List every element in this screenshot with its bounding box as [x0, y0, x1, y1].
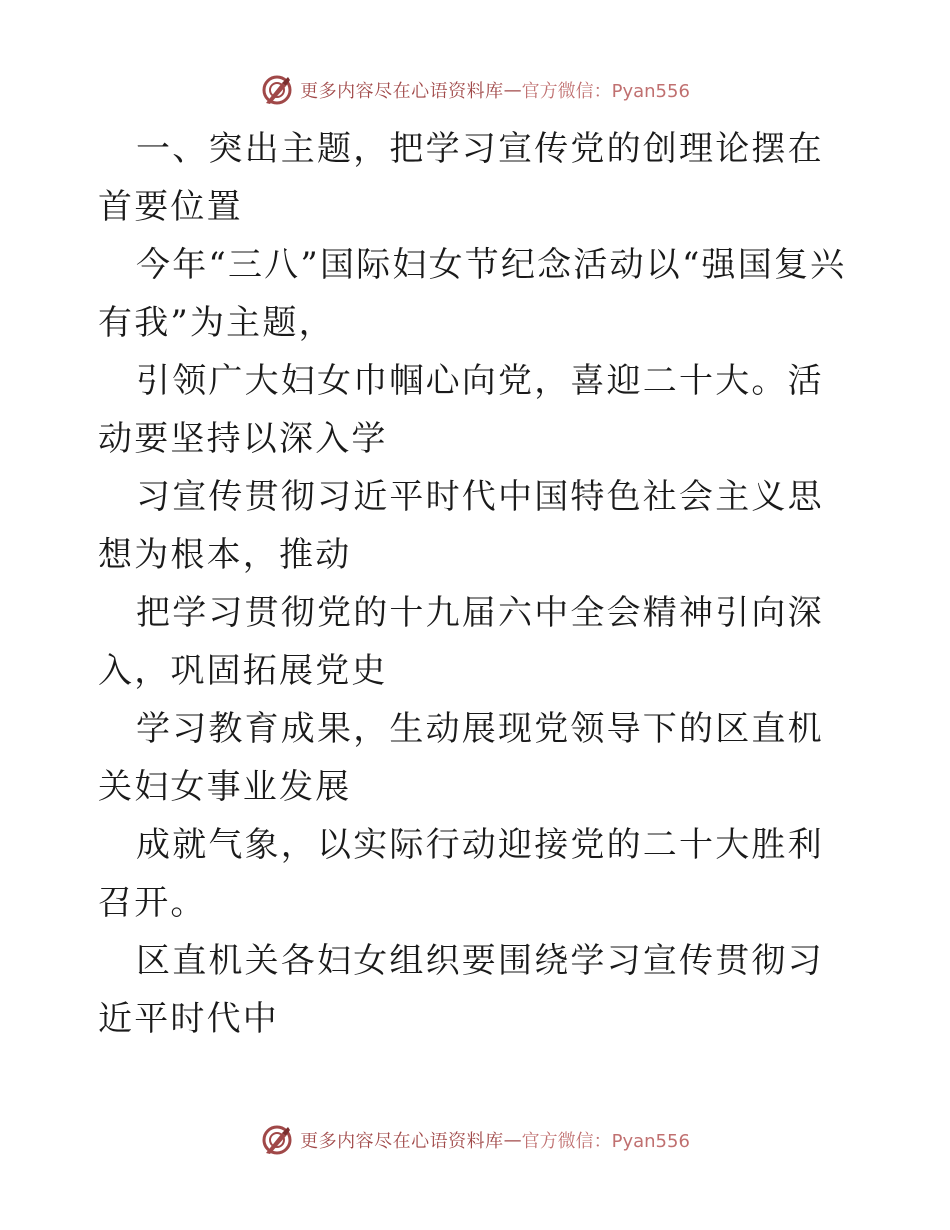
banner-text: 更多内容尽在心语资料库	[300, 81, 504, 102]
section-heading: 一、突出主题，把学习宣传党的创理论摆在首要位置	[98, 129, 824, 227]
paragraph: 学习教育成果，生动展现党领导下的区直机关妇女事业发展	[98, 709, 824, 807]
paragraph: 区直机关各妇女组织要围绕学习宣传贯彻习近平时代中	[98, 941, 824, 1039]
pen-logo-icon	[260, 1123, 294, 1157]
banner-contact: 官方微信：Pyan556	[521, 1131, 690, 1152]
paragraph: 成就气象，以实际行动迎接党的二十大胜利召开。	[98, 825, 824, 923]
paragraph: 今年“三八”国际妇女节纪念活动以“强国复兴有我”为主题，	[98, 245, 847, 343]
paragraph: 引领广大妇女巾帼心向党，喜迎二十大。活动要坚持以深入学	[98, 361, 824, 459]
document-body	[98, 120, 854, 1048]
paragraph: 把学习贯彻党的十九届六中全会精神引向深入，巩固拓展党史	[98, 593, 824, 691]
paragraph: 习宣传贯彻习近平时代中国特色社会主义思想为根本，推动	[98, 477, 824, 575]
pen-logo-icon	[260, 73, 294, 107]
header-watermark	[0, 70, 950, 110]
banner-text: 更多内容尽在心语资料库	[300, 1131, 504, 1152]
banner-separator: —	[503, 1129, 522, 1151]
banner-separator: —	[503, 79, 522, 101]
footer-watermark	[0, 1120, 950, 1160]
banner-contact: 官方微信：Pyan556	[521, 81, 690, 102]
